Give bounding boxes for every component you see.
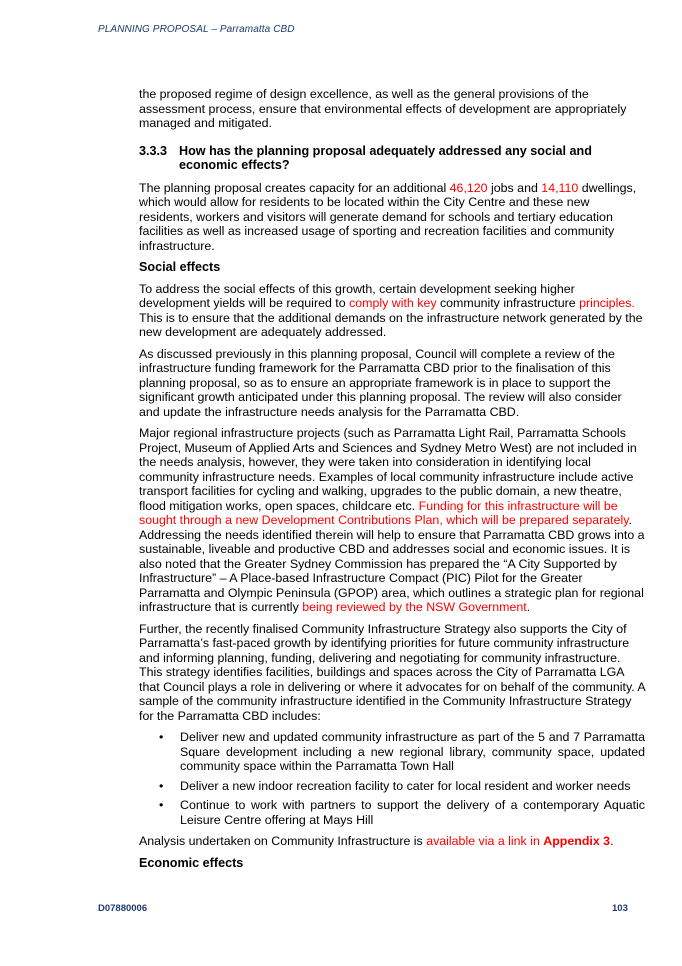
section-title: How has the planning proposal adequately addressed any social and economic effects? — [179, 143, 592, 172]
list-item — [139, 779, 645, 794]
bullet-icon: • — [159, 778, 164, 793]
text-run: . — [610, 834, 614, 848]
regional-infrastructure-paragraph — [139, 426, 645, 615]
capacity-paragraph — [139, 181, 645, 254]
text-run: This is to ensure that the additional demands on the infrastructure network generated by the new development are adequately addressed. — [139, 310, 643, 339]
strategy-paragraph: Further, the recently finalised Community Infrastructure Strategy also supports the City of Parramatta’s fast-paced growth by identifying priorities for future community infrastructure and informing planning, funding, delivering and negotiating for community infrastructure. This strategy identifies facilities, buildings and spaces across the City of Parramatta LGA that Council plays a role in delivering or where it advocates for on behalf of the community. A sample of the community infrastructure identified in the Community Infrastructure Strategy for the Parramatta CBD includes: — [139, 621, 645, 723]
social-effects-heading: Social effects — [139, 260, 221, 274]
text-run: jobs and — [487, 180, 542, 195]
list-item-text: Deliver a new indoor recreation facility to cater for local resident and worker needs — [180, 778, 631, 793]
dwellings-value: 14,110 — [541, 180, 579, 195]
section-number: 3.3.3 — [139, 143, 168, 158]
highlighted-text: available via a link in — [426, 834, 544, 848]
highlighted-text: Funding for this infrastructure will be sought through a new Development Contributions Plan, which will be prepared separately — [139, 498, 629, 527]
infrastructure-list — [139, 730, 645, 827]
economic-effects-heading: Economic effects — [139, 855, 244, 870]
bullet-icon: • — [159, 798, 164, 812]
highlighted-text: comply with key — [349, 296, 437, 310]
text-run: dwellings, which would allow for residents to be located within the City Centre and these new residents, workers and visitors will generate demand for schools and tertiary education facilities as well as increased usage of sporting and recreation facilities and community infrastructure. — [139, 180, 637, 253]
page-number: 103 — [612, 903, 628, 914]
bullet-icon: • — [159, 730, 164, 744]
analysis-paragraph — [139, 834, 645, 849]
running-header: PLANNING PROPOSAL – Parramatta CBD — [98, 24, 295, 35]
page-body — [139, 87, 645, 877]
list-item-text: Continue to work with partners to support the delivery of a contemporary Aquatic Leisure Centre offering at Mays Hill — [180, 798, 645, 827]
section-heading — [139, 144, 645, 173]
appendix-link[interactable]: Appendix 3 — [543, 834, 611, 848]
text-run: The planning proposal creates capacity for an additional — [139, 180, 450, 195]
highlighted-text: principles. — [579, 296, 635, 310]
funding-review-paragraph: As discussed previously in this planning proposal, Council will complete a review of the infrastructure funding framework for the Parramatta CBD prior to the finalisation of this planning proposal, so as to ensure an appropriate framework is in place to support the significant growth anticipated under this planning proposal. The review will also consider and update the infrastructure needs analysis for the Parramatta CBD. — [139, 346, 622, 419]
social-paragraph — [139, 282, 645, 340]
text-run: . — [526, 600, 531, 614]
text-run: . Addressing the needs identified therein will help to ensure that Parramatta CBD grows into a sustainable, liveable and productive CBD and addresses social and economic issues. It is also noted that the Greater Sydney Commission has prepared the “A City Supported by Infrastructure” – A Place-based Infrastructure Compact (PIC) Pilot for the Greater Parramatta and Olympic Peninsula (GPOP) area, which outlines a strategic plan for regional infrastructure that is currently — [139, 513, 645, 614]
text-run: Analysis undertaken on Community Infrastructure is — [139, 834, 427, 848]
document-id: D07880006 — [98, 903, 148, 914]
list-item-text: Deliver new and updated community infrastructure as part of the 5 and 7 Parramatta Square development including a new regional library, community space, updated community space within the Parramatta Town Hall — [180, 730, 645, 773]
highlighted-text: being reviewed by the NSW Government — [302, 600, 527, 614]
jobs-value: 46,120 — [449, 180, 488, 195]
list-item — [139, 798, 645, 827]
text-run: Major regional infrastructure projects (such as Parramatta Light Rail, Parramatta Schools Project, Museum of Applied Arts and Sciences and Sydney Metro West) are not included in the needs analysis, however, they were taken into consideration in identifying local community infrastructure needs. Examples of local community infrastructure include active transport facilities for cycling and walking, upgrades to the public domain, a new theatre, flood mitigation works, open spaces, childcare etc. — [139, 426, 637, 513]
intro-paragraph: the proposed regime of design excellence, as well as the general provisions of the assessment process, ensure that environmental effects of development are appropriately managed and mitigated. — [139, 87, 627, 130]
text-run: community infrastructure — [436, 296, 580, 310]
text-run: To address the social effects of this growth, certain development seeking higher development yields will be required to — [139, 281, 575, 310]
list-item — [139, 730, 645, 774]
